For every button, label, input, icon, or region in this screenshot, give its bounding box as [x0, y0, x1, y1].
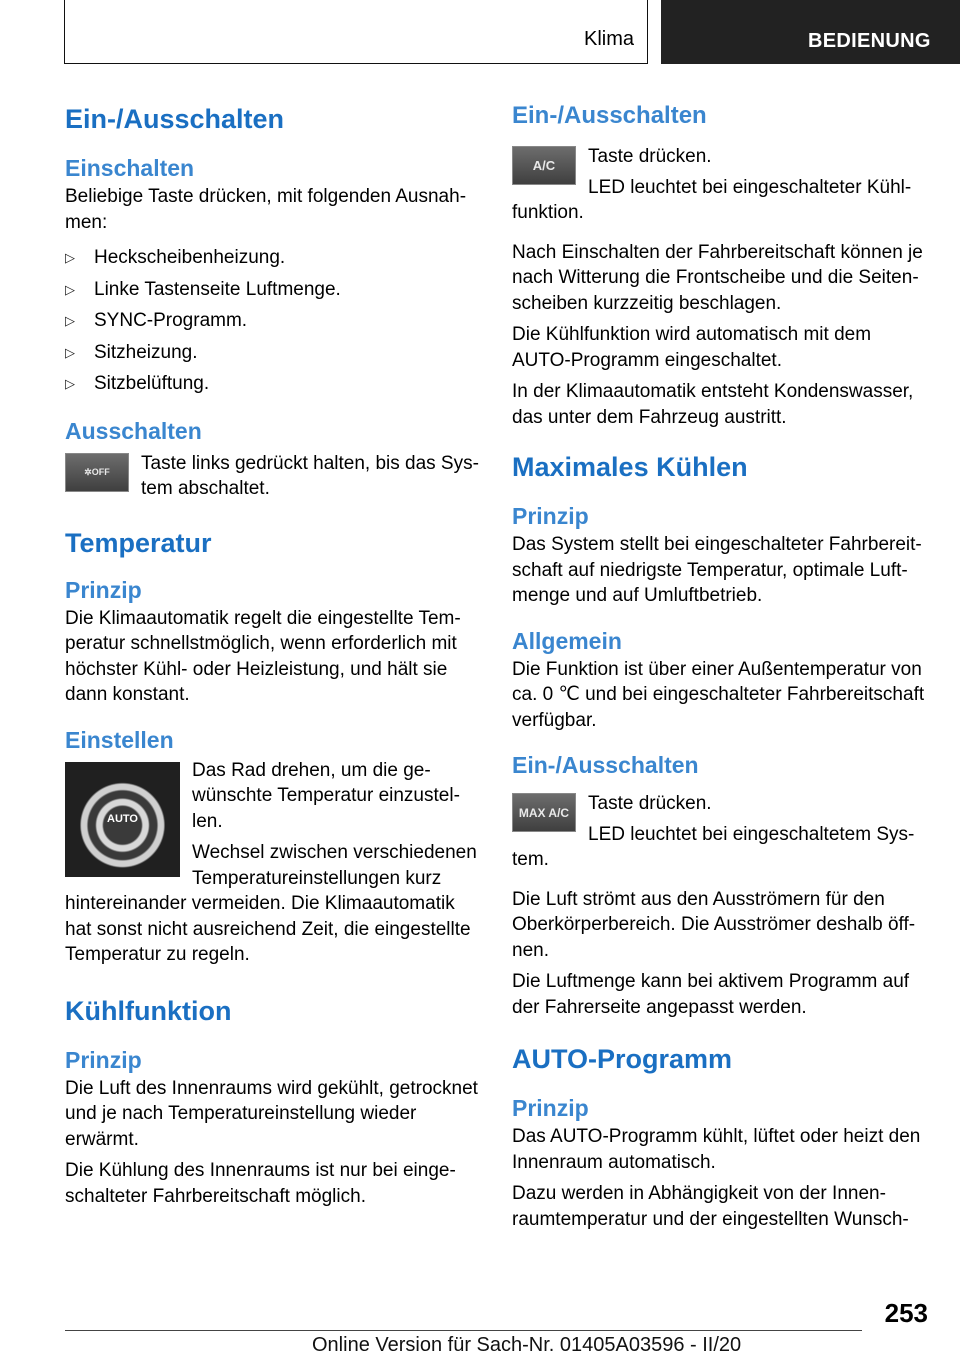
- text-auto-2: Dazu werden in Abhängigkeit von der Innenraumtemperatur und der eingestellten Wunsch-: [512, 1183, 909, 1230]
- left-column: [65, 100, 480, 1209]
- text-maxac-2: LED leuchtet bei eingeschaltetem System.: [512, 823, 915, 870]
- heading-on-off: Ein-/Ausschalten: [512, 752, 699, 778]
- text-ac-2: LED leuchtet bei eingeschalteter Kühlfunktion.: [512, 176, 912, 223]
- heading-temperatur: Temperatur: [65, 527, 212, 558]
- heading-prinzip: Prinzip: [512, 1095, 589, 1121]
- text-ac-4: Die Kühlfunktion wird automatisch mit dem AUTO-Programm eingeschaltet.: [512, 324, 872, 371]
- text-ac-5: In der Klimaautomatik entsteht Kondenswasser, das unter dem Fahrzeug austritt.: [512, 381, 914, 428]
- heading-on-off: Ein-/Ausschalten: [512, 102, 707, 129]
- heading-auto-programm: AUTO-Programm: [512, 1044, 733, 1074]
- text-ac-1: Taste drücken.: [588, 146, 712, 167]
- text-kuehl-1: Die Luft des Innenraums wird gekühlt, getrocknet und je nach Temperatureinstellung wieder erwärmt.: [65, 1077, 478, 1150]
- heading-prinzip: Prinzip: [512, 503, 589, 529]
- text-maxac-4: Die Luftmenge kann bei aktivem Programm auf der Fahrerseite angepasst werden.: [512, 971, 910, 1018]
- list-item: ▷ Sitzheizung.: [65, 340, 480, 366]
- fan-off-button-image: ✲ OFF: [65, 453, 129, 492]
- header-left-box: [64, 0, 648, 64]
- text-ac-3: Nach Einschalten der Fahrbereitschaft können je nach Witterung die Frontscheibe und die Seitenscheiben kurzzeitig beschlagen.: [512, 241, 923, 314]
- header-chapter-label: BEDIENUNG: [808, 30, 931, 52]
- triangle-bullet-icon: ▷: [65, 376, 75, 391]
- footer-text: Online Version für Sach-Nr. 01405A03596 - II/20: [312, 1334, 742, 1356]
- text-einstellen-1: Das Rad drehen, um die gewünschte Temperatur einzustellen.: [192, 759, 460, 832]
- text-allgemein: Die Funktion ist über einer Außentemperatur von ca. 0 ℃ und bei eingeschalteter Fahrbereitschaft verfügbar.: [512, 658, 925, 731]
- text-max-1: Das System stellt bei eingeschalteter Fahrbereitschaft auf niedrigste Temperatur, optimale Luftmenge und auf Umluftbetrieb.: [512, 534, 922, 606]
- ac-button-image: A/C: [512, 146, 576, 185]
- heading-maximales-kuehlen: Maximales Kühlen: [512, 452, 748, 482]
- list-item: ▷ Heckscheibenheizung.: [65, 245, 480, 271]
- triangle-bullet-icon: ▷: [65, 250, 75, 265]
- right-column: [512, 100, 932, 1232]
- list-item: ▷ Linke Tastenseite Luftmenge.: [65, 277, 480, 303]
- text-ausschalten: Taste links gedrückt halten, bis das System abschaltet.: [141, 452, 479, 499]
- triangle-bullet-icon: ▷: [65, 344, 75, 360]
- heading-prinzip: Prinzip: [65, 576, 142, 603]
- max-ac-button-image: MAX A/C: [512, 793, 576, 832]
- list-item: ▷ Sitzbelüftung.: [65, 371, 480, 397]
- text-einschalten: Beliebige Taste drücken, mit folgenden Ausnahmen:: [65, 186, 467, 233]
- footer-divider: [65, 1330, 862, 1331]
- text-maxac-3: Die Luft strömt aus den Ausströmern für den Oberkörperbereich. Die Ausströmer deshalb öffnen.: [512, 888, 916, 961]
- fan-icon: ✲: [84, 466, 92, 477]
- triangle-bullet-icon: ▷: [65, 313, 75, 328]
- heading-kuehlfunktion: Kühlfunktion: [65, 995, 232, 1026]
- heading-on-off: Ein-/Ausschalten: [65, 104, 285, 134]
- heading-allgemein: Allgemein: [512, 627, 622, 654]
- temperature-knob-image: AUTO: [65, 762, 180, 877]
- text-auto-1: Das AUTO-Programm kühlt, lüftet oder heizt den Innenraum automatisch.: [512, 1126, 921, 1173]
- list-item: ▷ SYNC-Programm.: [65, 308, 480, 334]
- text-prinzip-temp: Die Klimaautomatik regelt die eingestellte Temperatur schnellstmöglich, wenn erforderlich mit höchster Kühl- oder Heizleistung, und hält sie dann konstant.: [65, 607, 461, 705]
- page-number: 253: [884, 1298, 928, 1328]
- text-kuehl-2: Die Kühlung des Innenraums ist nur bei eingeschalteter Fahrbereitschaft möglich.: [65, 1160, 456, 1207]
- text-einstellen-2: Wechsel zwischen verschiedenen Temperatureinstellungen kurz hintereinander vermeiden. Die Klimaautomatik hat sonst nicht ausreichend Zeit, die eingestellte Temperatur zu regeln.: [65, 842, 477, 965]
- heading-einstellen: Einstellen: [65, 726, 174, 753]
- header-section-label: Klima: [583, 28, 634, 50]
- heading-ausschalten: Ausschalten: [65, 417, 202, 444]
- heading-einschalten: Einschalten: [65, 155, 195, 181]
- heading-prinzip: Prinzip: [65, 1046, 142, 1073]
- triangle-bullet-icon: ▷: [65, 281, 75, 297]
- text-maxac-1: Taste drücken.: [588, 793, 712, 814]
